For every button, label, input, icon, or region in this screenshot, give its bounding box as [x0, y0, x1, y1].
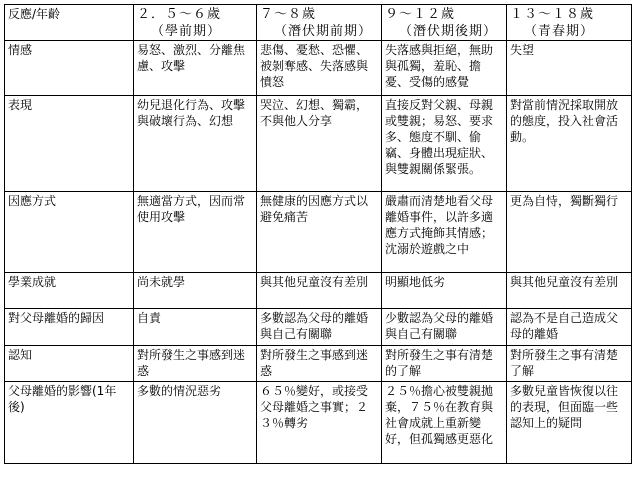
table-cell: 幼兒退化行為、攻擊與破壞行為、幻想 — [134, 96, 257, 192]
table-cell: 少數認為父母的離婚與自己有關聯 — [382, 309, 507, 346]
table-cell: 無適當方式，因而常使用攻擊 — [134, 192, 257, 273]
column-header-early-latency — [257, 5, 382, 41]
table-cell: 悲傷、憂愁、恐懼、被剝奪感、失落感與憤怒 — [257, 41, 382, 96]
row-label: 對父母離婚的歸因 — [5, 309, 134, 346]
table-cell: 無健康的因應方式以避免痛苦 — [257, 192, 382, 273]
row-label: 情感 — [5, 41, 134, 96]
table-cell: 易怒、激烈、分離焦慮、攻擊 — [134, 41, 257, 96]
row-label: 學業成就 — [5, 273, 134, 309]
divorce-reaction-table — [4, 4, 632, 464]
column-header-preschool — [134, 5, 257, 41]
table-cell: 對當前情況採取開放的態度，投入社會活動。 — [507, 96, 632, 192]
table-row-behavior — [5, 96, 632, 192]
table-cell: 尚未就學 — [134, 273, 257, 309]
row-label: 表現 — [5, 96, 134, 192]
column-stage: （學前期） — [151, 24, 222, 39]
column-stage: （潛伏期後期） — [399, 24, 498, 39]
column-age: ２．５～６歲 — [137, 7, 222, 22]
table-row-cognition — [5, 346, 632, 382]
table-cell: 多數認為父母的離婚與自己有關聯 — [257, 309, 382, 346]
header-row — [5, 5, 632, 41]
table-row-academic — [5, 273, 632, 309]
column-age: １３～１８歲 — [510, 7, 595, 22]
column-stage: （青春期） — [524, 24, 595, 39]
table-cell: 與其他兒童沒有差別 — [257, 273, 382, 309]
table-cell: 多數兒童皆恢復以往的表現，但面臨一些認知上的疑問 — [507, 382, 632, 464]
column-age: ９～１２歲 — [385, 7, 456, 22]
table-row-impact — [5, 382, 632, 464]
table-cell: 失落感與拒絕，無助與孤獨，羞恥、擔憂、受傷的感覺 — [382, 41, 507, 96]
row-label: 父母離婚的影響(1年後) — [5, 382, 134, 464]
table-cell: 嚴肅而清楚地看父母離婚事件，以許多適應方式掩飾其情感；沈溺於遊戲之中 — [382, 192, 507, 273]
row-label: 因應方式 — [5, 192, 134, 273]
table-cell: 多數的情況惡劣 — [134, 382, 257, 464]
row-label: 認知 — [5, 346, 134, 382]
table-cell: 自責 — [134, 309, 257, 346]
table-cell: 對所發生之事感到迷惑 — [134, 346, 257, 382]
table-row-emotion — [5, 41, 632, 96]
table-row-attribution — [5, 309, 632, 346]
table-cell: 對所發生之事有清楚了解 — [507, 346, 632, 382]
table-cell: 直接反對父親、母親或雙親；易怒、要求多、態度不馴、偷竊、身體出現症狀、與雙親關係緊張。 — [382, 96, 507, 192]
corner-header: 反應/年齡 — [5, 5, 134, 41]
table-cell: 失望 — [507, 41, 632, 96]
column-header-late-latency — [382, 5, 507, 41]
table-cell: 哭泣、幻想、獨霸，不與他人分享 — [257, 96, 382, 192]
column-header-adolescence — [507, 5, 632, 41]
table-cell: 對所發生之事感到迷惑 — [257, 346, 382, 382]
table-cell: 認為不是自己造成父母的離婚 — [507, 309, 632, 346]
table-cell: 明顯地低劣 — [382, 273, 507, 309]
table-cell: 更為自恃，獨斷獨行 — [507, 192, 632, 273]
column-stage: （潛伏期前期） — [274, 24, 373, 39]
table-cell: 與其他兒童沒有差別 — [507, 273, 632, 309]
table-cell: ６５％變好，或接受父母離婚之事實；２３％轉劣 — [257, 382, 382, 464]
column-age: ７～８歲 — [260, 7, 317, 22]
table-row-coping — [5, 192, 632, 273]
table-cell: ２５％擔心被雙親拋棄，７５％在教育與社會成就上重新變好，但孤獨感更惡化 — [382, 382, 507, 464]
table-cell: 對所發生之事有清楚的了解 — [382, 346, 507, 382]
